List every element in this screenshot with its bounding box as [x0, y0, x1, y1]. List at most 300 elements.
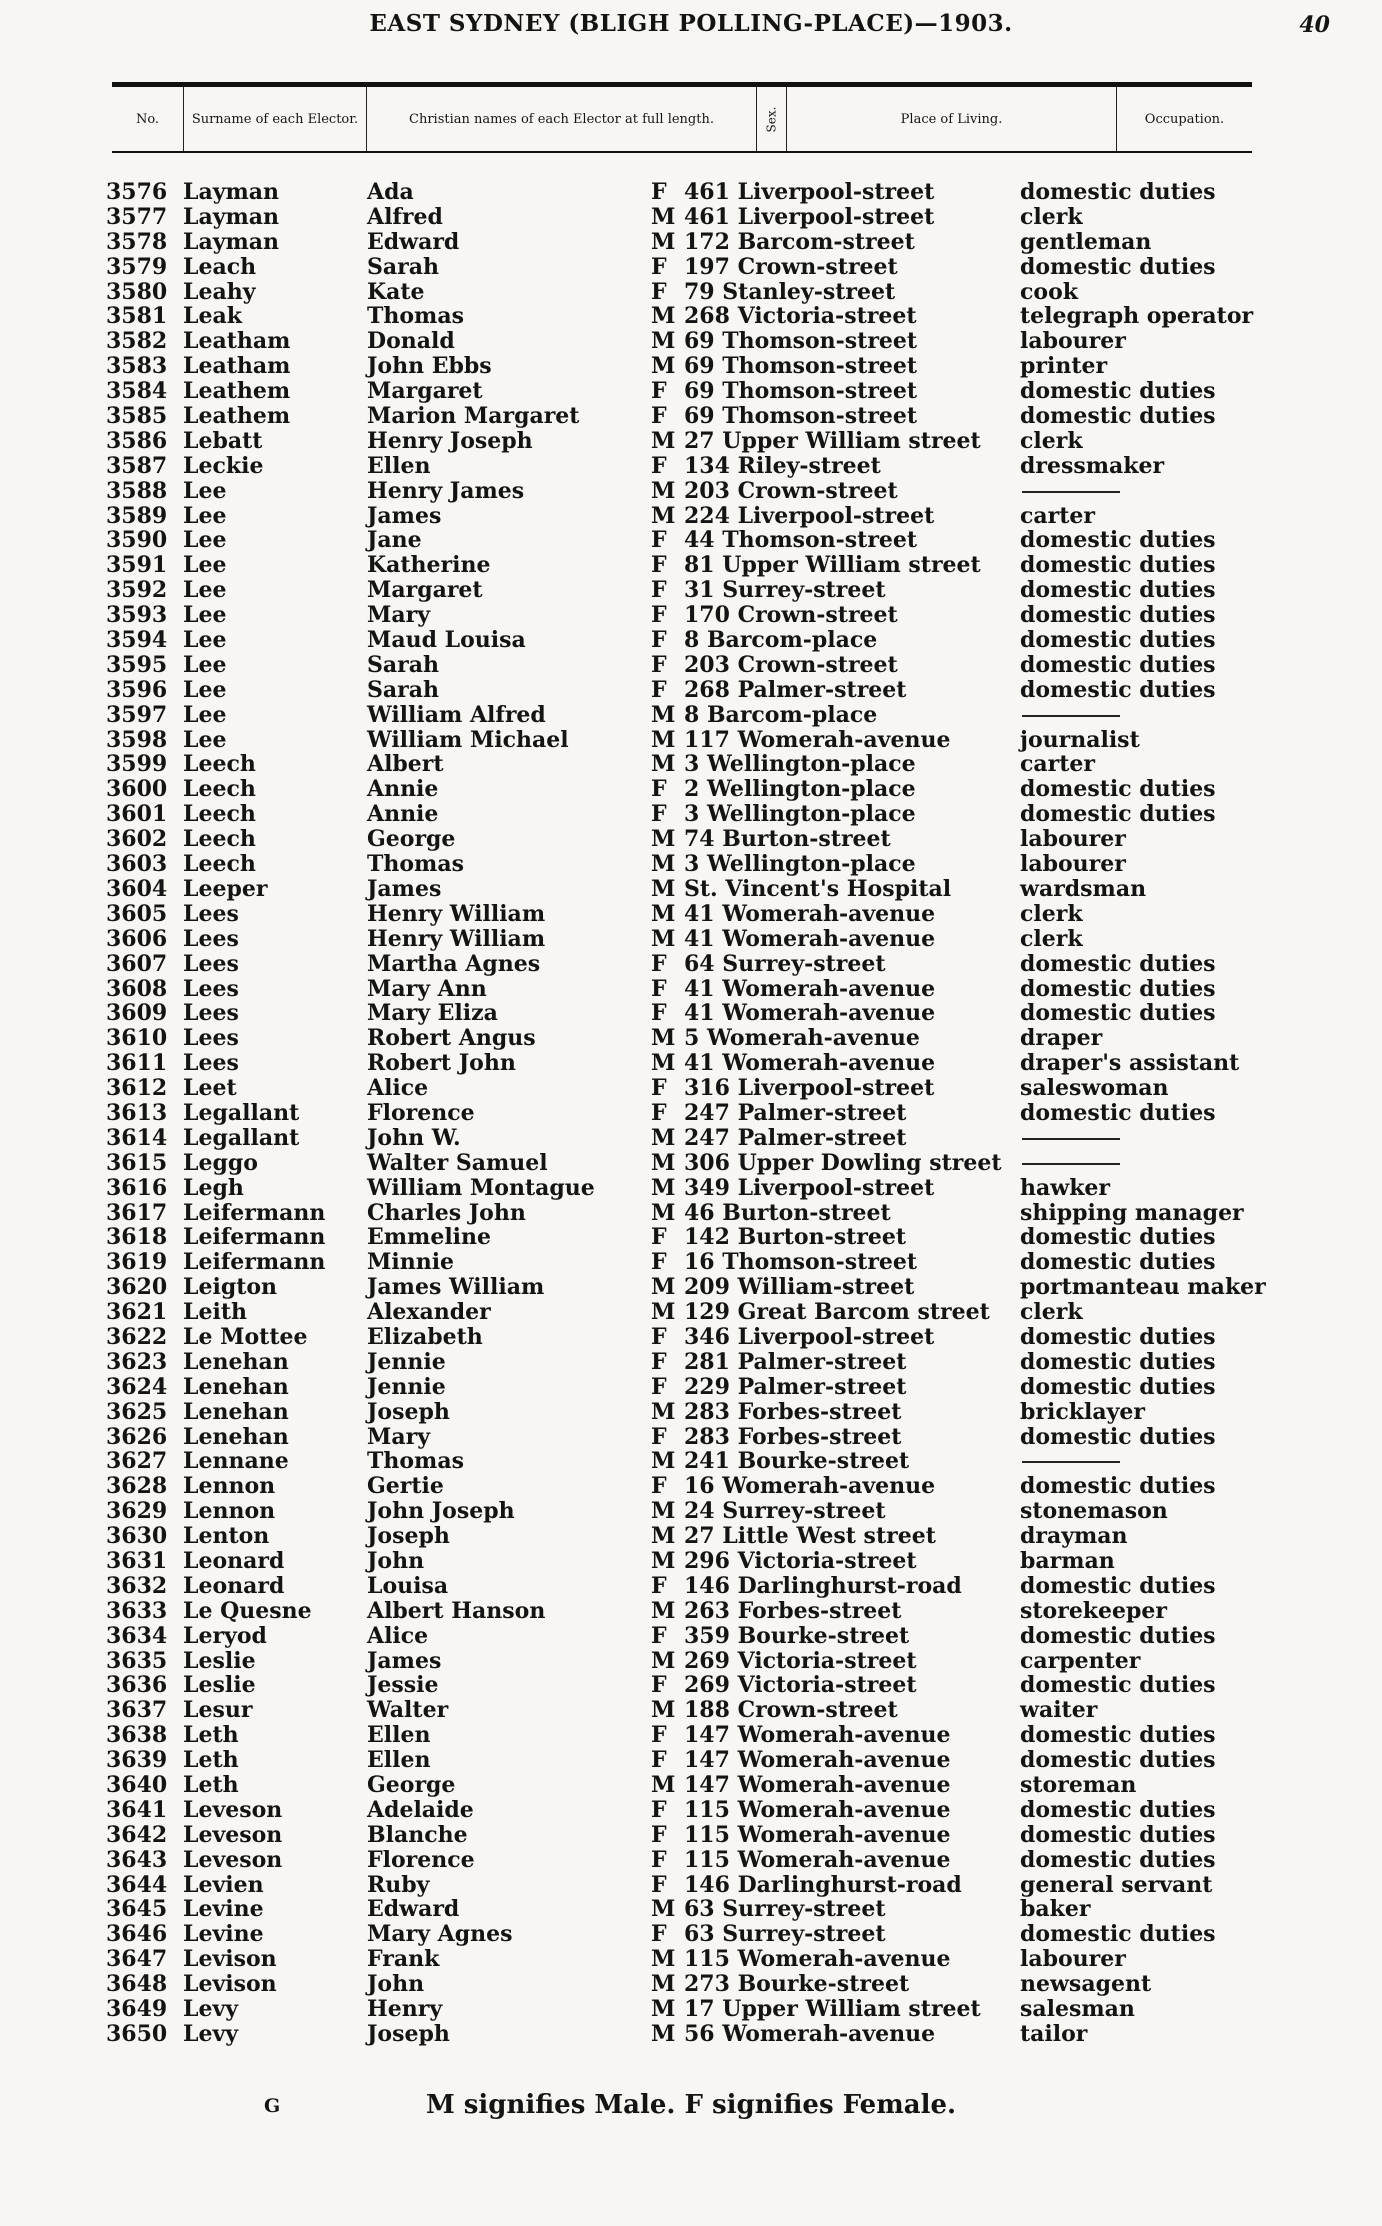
- elector-number: 3648: [106, 1971, 168, 1998]
- table-row: [0, 752, 1382, 777]
- elector-sex: M: [651, 1597, 676, 1624]
- elector-number: 3627: [106, 1448, 168, 1475]
- elector-number: 3644: [106, 1871, 168, 1898]
- table-row: [0, 479, 1382, 504]
- elector-place-of-living: 17 Upper William street: [684, 1996, 981, 2023]
- elector-christian-names: Frank: [367, 1946, 440, 1973]
- table-row: [0, 230, 1382, 255]
- elector-sex: M: [651, 925, 676, 952]
- elector-sex: F: [651, 801, 667, 828]
- table-row: [0, 1001, 1382, 1026]
- elector-number: 3579: [106, 253, 168, 280]
- elector-surname: Lees: [183, 900, 239, 927]
- elector-number: 3620: [106, 1274, 168, 1301]
- elector-occupation: saleswoman: [1020, 1075, 1169, 1102]
- elector-christian-names: Katherine: [367, 552, 491, 579]
- elector-surname: Lee: [183, 477, 227, 504]
- elector-surname: Leigton: [183, 1274, 278, 1301]
- elector-christian-names: Sarah: [367, 651, 439, 678]
- elector-surname: Lee: [183, 502, 227, 529]
- elector-number: 3634: [106, 1622, 168, 1649]
- elector-christian-names: Jennie: [367, 1373, 446, 1400]
- elector-surname: Leveson: [183, 1846, 283, 1873]
- elector-place-of-living: 31 Surrey-street: [684, 577, 886, 604]
- elector-sex: F: [651, 1672, 667, 1699]
- elector-place-of-living: 64 Surrey-street: [684, 950, 886, 977]
- elector-occupation: domestic duties: [1020, 1373, 1216, 1400]
- elector-sex: M: [651, 328, 676, 355]
- elector-surname: Leeper: [183, 875, 268, 902]
- elector-christian-names: Martha Agnes: [367, 950, 541, 977]
- table-row: [0, 1624, 1382, 1649]
- elector-place-of-living: 170 Crown-street: [684, 602, 898, 629]
- elector-surname: Leth: [183, 1772, 239, 1798]
- elector-place-of-living: 3 Wellington-place: [684, 851, 916, 878]
- elector-occupation: labourer: [1020, 1946, 1126, 1973]
- table-row: [0, 1449, 1382, 1474]
- elector-occupation: draper's assistant: [1020, 1050, 1240, 1077]
- elector-place-of-living: 263 Forbes-street: [684, 1597, 902, 1624]
- elector-number: 3580: [106, 278, 168, 305]
- elector-christian-names: Henry William: [367, 900, 546, 927]
- elector-place-of-living: 16 Thomson-street: [684, 1249, 918, 1276]
- elector-christian-names: Ellen: [367, 452, 431, 479]
- elector-surname: Le Mottee: [183, 1323, 308, 1350]
- elector-place-of-living: 16 Womerah-avenue: [684, 1473, 936, 1500]
- elector-number: 3592: [106, 577, 168, 604]
- elector-sex: F: [651, 253, 667, 280]
- elector-surname: Levine: [183, 1921, 264, 1948]
- elector-place-of-living: 41 Womerah-avenue: [684, 1000, 936, 1027]
- elector-number: 3597: [106, 701, 168, 728]
- table-row: [0, 977, 1382, 1002]
- elector-occupation: shipping manager: [1020, 1199, 1244, 1226]
- table-row: [0, 404, 1382, 429]
- elector-sex: F: [651, 676, 667, 703]
- elector-number: 3647: [106, 1946, 168, 1973]
- elector-number: 3589: [106, 502, 168, 529]
- elector-surname: Leifermann: [183, 1199, 326, 1226]
- elector-sex: F: [651, 975, 667, 1002]
- elector-sex: M: [651, 1274, 676, 1301]
- elector-christian-names: Mary Ann: [367, 975, 487, 1002]
- elector-christian-names: William Michael: [367, 726, 569, 753]
- table-row: [0, 578, 1382, 603]
- elector-surname: Lenehan: [183, 1373, 289, 1400]
- column-header-christian: Christian names of each Elector at full length.: [367, 87, 757, 151]
- elector-occupation: wardsman: [1020, 875, 1147, 902]
- elector-occupation: domestic duties: [1020, 1672, 1216, 1699]
- elector-christian-names: John: [367, 1547, 425, 1574]
- elector-sex: F: [651, 1323, 667, 1350]
- elector-occupation: cook: [1020, 278, 1078, 305]
- elector-number: 3601: [106, 801, 168, 828]
- elector-surname: Leith: [183, 1299, 247, 1326]
- elector-place-of-living: 203 Crown-street: [684, 477, 898, 504]
- elector-surname: Leifermann: [183, 1249, 326, 1276]
- table-row: [0, 379, 1382, 404]
- table-row: [0, 902, 1382, 927]
- table-row: [0, 1101, 1382, 1126]
- table-row: [0, 1673, 1382, 1698]
- elector-surname: Leathem: [183, 403, 291, 430]
- elector-sex: M: [651, 1398, 676, 1425]
- elector-occupation: domestic duties: [1020, 1796, 1216, 1823]
- elector-number: 3646: [106, 1921, 168, 1948]
- elector-christian-names: Albert: [367, 751, 444, 778]
- elector-list: [0, 180, 1382, 2047]
- elector-occupation: domestic duties: [1020, 801, 1216, 828]
- elector-christian-names: Maud Louisa: [367, 627, 526, 654]
- sex-legend: M signifies Male. F signifies Female.: [425, 2090, 957, 2120]
- table-row: [0, 553, 1382, 578]
- column-header-sex-label: Sex.: [764, 106, 778, 132]
- elector-occupation: domestic duties: [1020, 1572, 1216, 1599]
- elector-sex: M: [651, 502, 676, 529]
- elector-occupation: domestic duties: [1020, 602, 1216, 629]
- elector-place-of-living: 3 Wellington-place: [684, 751, 916, 778]
- elector-occupation: domestic duties: [1020, 1323, 1216, 1350]
- table-row: [0, 603, 1382, 628]
- elector-christian-names: Adelaide: [367, 1796, 474, 1823]
- elector-place-of-living: 142 Burton-street: [684, 1224, 907, 1251]
- elector-surname: Levy: [183, 1996, 239, 2023]
- elector-christian-names: Mary: [367, 602, 430, 629]
- elector-sex: F: [651, 1099, 667, 1126]
- elector-place-of-living: 41 Womerah-avenue: [684, 1050, 936, 1077]
- elector-place-of-living: 115 Womerah-avenue: [684, 1946, 951, 1973]
- elector-occupation: clerk: [1020, 427, 1083, 454]
- elector-surname: Leonard: [183, 1547, 285, 1574]
- elector-place-of-living: 172 Barcom-street: [684, 228, 915, 255]
- elector-place-of-living: 44 Thomson-street: [684, 527, 918, 554]
- table-row: [0, 304, 1382, 329]
- table-row: [0, 1748, 1382, 1773]
- elector-occupation: domestic duties: [1020, 1622, 1216, 1649]
- table-row: [0, 1026, 1382, 1051]
- page-title: EAST SYDNEY (BLIGH POLLING-PLACE)—1903.: [369, 10, 1013, 37]
- elector-christian-names: Ellen: [367, 1722, 431, 1749]
- elector-occupation: stonemason: [1020, 1498, 1168, 1525]
- table-row: [0, 504, 1382, 529]
- elector-surname: Leach: [183, 253, 257, 280]
- elector-christian-names: William Alfred: [367, 701, 546, 728]
- elector-place-of-living: 197 Crown-street: [684, 253, 898, 280]
- elector-occupation: domestic duties: [1020, 552, 1216, 579]
- elector-christian-names: Edward: [367, 1896, 460, 1923]
- table-row: [0, 1599, 1382, 1624]
- elector-number: 3617: [106, 1199, 168, 1226]
- elector-number: 3599: [106, 751, 168, 778]
- elector-christian-names: James: [367, 1647, 442, 1674]
- elector-surname: Leatham: [183, 328, 291, 355]
- elector-occupation: carpenter: [1020, 1647, 1141, 1674]
- elector-place-of-living: 346 Liverpool-street: [684, 1323, 935, 1350]
- elector-surname: Lee: [183, 676, 227, 703]
- elector-christian-names: John Ebbs: [367, 353, 492, 380]
- elector-number: 3608: [106, 975, 168, 1002]
- elector-occupation: domestic duties: [1020, 627, 1216, 654]
- table-row: [0, 454, 1382, 479]
- elector-christian-names: Marion Margaret: [367, 403, 580, 430]
- table-row: [0, 1076, 1382, 1101]
- elector-place-of-living: 129 Great Barcom street: [684, 1299, 990, 1326]
- elector-occupation: draper: [1020, 1025, 1103, 1052]
- table-row: [0, 1250, 1382, 1275]
- elector-number: 3591: [106, 552, 168, 579]
- table-row: [0, 1972, 1382, 1997]
- occupation-dash-wrap: [1020, 1126, 1120, 1151]
- elector-occupation: carter: [1020, 502, 1095, 529]
- elector-number: 3637: [106, 1697, 168, 1724]
- table-row: [0, 329, 1382, 354]
- elector-occupation: domestic duties: [1020, 1473, 1216, 1500]
- elector-christian-names: Charles John: [367, 1199, 526, 1226]
- occupation-dash-wrap: [1020, 1449, 1120, 1474]
- occupation-blank-dash: [1022, 715, 1120, 717]
- elector-sex: F: [651, 776, 667, 803]
- elector-number: 3638: [106, 1722, 168, 1749]
- elector-place-of-living: 247 Palmer-street: [684, 1124, 907, 1151]
- elector-sex: M: [651, 1299, 676, 1326]
- occupation-blank-dash: [1022, 491, 1120, 493]
- elector-surname: Le Quesne: [183, 1597, 312, 1624]
- elector-number: 3583: [106, 353, 168, 380]
- elector-place-of-living: 359 Bourke-street: [684, 1622, 910, 1649]
- elector-sex: F: [651, 1572, 667, 1599]
- elector-number: 3585: [106, 403, 168, 430]
- elector-number: 3594: [106, 627, 168, 654]
- elector-number: 3643: [106, 1846, 168, 1873]
- elector-occupation: portmanteau maker: [1020, 1274, 1266, 1301]
- elector-occupation: domestic duties: [1020, 1099, 1216, 1126]
- elector-surname: Leth: [183, 1722, 239, 1749]
- elector-sex: M: [651, 1896, 676, 1923]
- elector-sex: F: [651, 1871, 667, 1898]
- elector-place-of-living: 306 Upper Dowling street: [684, 1149, 1002, 1176]
- elector-christian-names: Donald: [367, 328, 455, 355]
- elector-sex: F: [651, 378, 667, 405]
- elector-place-of-living: 273 Bourke-street: [684, 1971, 910, 1998]
- signature-mark: G: [264, 2095, 281, 2117]
- elector-number: 3641: [106, 1796, 168, 1823]
- table-row: [0, 1723, 1382, 1748]
- elector-sex: M: [651, 1946, 676, 1973]
- elector-sex: F: [651, 1000, 667, 1027]
- elector-occupation: gentleman: [1020, 228, 1152, 255]
- elector-christian-names: John Joseph: [367, 1498, 515, 1525]
- elector-sex: F: [651, 950, 667, 977]
- table-row: [0, 1051, 1382, 1076]
- elector-christian-names: Mary Agnes: [367, 1921, 513, 1948]
- elector-number: 3582: [106, 328, 168, 355]
- elector-christian-names: Jane: [367, 527, 422, 554]
- elector-sex: M: [651, 1124, 676, 1151]
- table-row: [0, 1897, 1382, 1922]
- elector-christian-names: Alice: [367, 1622, 429, 1649]
- elector-sex: M: [651, 477, 676, 504]
- elector-place-of-living: 268 Victoria-street: [684, 303, 917, 330]
- elector-sex: F: [651, 1075, 667, 1102]
- elector-place-of-living: 349 Liverpool-street: [684, 1174, 935, 1201]
- elector-place-of-living: 146 Darlinghurst-road: [684, 1572, 962, 1599]
- elector-occupation: domestic duties: [1020, 975, 1216, 1002]
- table-row: [0, 528, 1382, 553]
- elector-sex: M: [651, 1498, 676, 1525]
- elector-number: 3590: [106, 527, 168, 554]
- elector-number: 3598: [106, 726, 168, 753]
- elector-place-of-living: 247 Palmer-street: [684, 1099, 907, 1126]
- elector-place-of-living: 69 Thomson-street: [684, 378, 918, 405]
- elector-place-of-living: 269 Victoria-street: [684, 1647, 917, 1674]
- elector-occupation: clerk: [1020, 900, 1083, 927]
- elector-surname: Levison: [183, 1971, 277, 1998]
- table-row: [0, 1574, 1382, 1599]
- elector-occupation: domestic duties: [1020, 1921, 1216, 1948]
- elector-occupation: domestic duties: [1020, 651, 1216, 678]
- elector-number: 3584: [106, 378, 168, 405]
- elector-sex: M: [651, 701, 676, 728]
- elector-surname: Leet: [183, 1075, 237, 1102]
- elector-place-of-living: 283 Forbes-street: [684, 1398, 902, 1425]
- elector-place-of-living: 146 Darlinghurst-road: [684, 1871, 962, 1898]
- column-header-no: No.: [112, 87, 184, 151]
- elector-number: 3615: [106, 1149, 168, 1176]
- table-row: [0, 1698, 1382, 1723]
- elector-occupation: domestic duties: [1020, 1000, 1216, 1027]
- elector-christian-names: Ellen: [367, 1747, 431, 1774]
- elector-number: 3633: [106, 1597, 168, 1624]
- table-row: [0, 952, 1382, 977]
- table-row: [0, 728, 1382, 753]
- elector-surname: Leslie: [183, 1647, 256, 1674]
- table-row: [0, 1201, 1382, 1226]
- elector-christian-names: Thomas: [367, 303, 464, 330]
- elector-surname: Lee: [183, 726, 227, 753]
- elector-place-of-living: 241 Bourke-street: [684, 1448, 910, 1475]
- elector-sex: F: [651, 627, 667, 654]
- column-header-place: Place of Living.: [787, 87, 1117, 151]
- elector-surname: Lee: [183, 651, 227, 678]
- elector-number: 3628: [106, 1473, 168, 1500]
- elector-place-of-living: 41 Womerah-avenue: [684, 975, 936, 1002]
- table-row: [0, 1151, 1382, 1176]
- elector-surname: Lenehan: [183, 1348, 289, 1375]
- elector-sex: M: [651, 228, 676, 255]
- elector-surname: Leech: [183, 801, 256, 828]
- elector-surname: Lees: [183, 925, 239, 952]
- elector-surname: Lenehan: [183, 1398, 289, 1425]
- elector-place-of-living: 224 Liverpool-street: [684, 502, 935, 529]
- elector-surname: Leonard: [183, 1572, 285, 1599]
- elector-place-of-living: 74 Burton-street: [684, 826, 891, 853]
- elector-number: 3642: [106, 1821, 168, 1848]
- elector-occupation: labourer: [1020, 851, 1126, 878]
- elector-number: 3577: [106, 203, 168, 230]
- table-row: [0, 1126, 1382, 1151]
- elector-occupation: drayman: [1020, 1523, 1128, 1550]
- elector-occupation: domestic duties: [1020, 1846, 1216, 1873]
- elector-occupation: telegraph operator: [1020, 303, 1254, 330]
- elector-christian-names: Blanche: [367, 1821, 468, 1848]
- elector-sex: M: [651, 726, 676, 753]
- elector-christian-names: Joseph: [367, 1523, 450, 1550]
- elector-christian-names: John: [367, 1971, 425, 1998]
- table-row: [0, 180, 1382, 205]
- elector-surname: Levison: [183, 1946, 277, 1973]
- elector-christian-names: John W.: [367, 1124, 461, 1151]
- elector-sex: F: [651, 1747, 667, 1774]
- elector-sex: F: [651, 577, 667, 604]
- table-row: [0, 1947, 1382, 1972]
- table-row: [0, 1873, 1382, 1898]
- elector-surname: Levine: [183, 1896, 264, 1923]
- elector-christian-names: Thomas: [367, 1448, 464, 1475]
- elector-number: 3600: [106, 776, 168, 803]
- elector-surname: Leggo: [183, 1149, 258, 1176]
- elector-occupation: journalist: [1020, 726, 1140, 753]
- elector-christian-names: Edward: [367, 228, 460, 255]
- elector-place-of-living: 41 Womerah-avenue: [684, 925, 936, 952]
- elector-place-of-living: 63 Surrey-street: [684, 1896, 886, 1923]
- elector-number: 3596: [106, 676, 168, 703]
- elector-christian-names: Sarah: [367, 253, 439, 280]
- elector-occupation: domestic duties: [1020, 950, 1216, 977]
- elector-place-of-living: 69 Thomson-street: [684, 328, 918, 355]
- column-header: [112, 87, 1252, 151]
- table-row: [0, 1848, 1382, 1873]
- elector-surname: Lesur: [183, 1697, 253, 1724]
- elector-occupation: domestic duties: [1020, 676, 1216, 703]
- elector-surname: Leahy: [183, 278, 256, 305]
- elector-christian-names: Walter: [367, 1697, 449, 1724]
- column-header-occupation: Occupation.: [1144, 111, 1225, 127]
- elector-place-of-living: 115 Womerah-avenue: [684, 1796, 951, 1823]
- table-row: [0, 1375, 1382, 1400]
- elector-sex: M: [651, 1448, 676, 1475]
- occupation-blank-dash: [1022, 1461, 1120, 1463]
- occupation-dash-wrap: [1020, 703, 1120, 728]
- elector-occupation: domestic duties: [1020, 527, 1216, 554]
- elector-place-of-living: St. Vincent's Hospital: [684, 875, 952, 902]
- elector-sex: M: [651, 751, 676, 778]
- elector-number: 3639: [106, 1747, 168, 1774]
- elector-number: 3605: [106, 900, 168, 927]
- elector-sex: F: [651, 1796, 667, 1823]
- elector-sex: M: [651, 875, 676, 902]
- elector-occupation: domestic duties: [1020, 378, 1216, 405]
- table-row: [0, 1823, 1382, 1848]
- elector-christian-names: Henry James: [367, 477, 525, 504]
- occupation-blank-dash: [1022, 1138, 1120, 1140]
- elector-christian-names: James: [367, 502, 442, 529]
- elector-place-of-living: 296 Victoria-street: [684, 1547, 917, 1574]
- elector-number: 3650: [106, 2020, 168, 2047]
- elector-sex: M: [651, 1199, 676, 1226]
- elector-surname: Leech: [183, 751, 256, 778]
- elector-occupation: tailor: [1020, 2020, 1088, 2047]
- column-header-sex: [757, 87, 787, 151]
- table-row: [0, 628, 1382, 653]
- elector-number: 3623: [106, 1348, 168, 1375]
- column-header-surname: Surname of each Elector.: [184, 87, 367, 151]
- elector-christian-names: Henry: [367, 1996, 443, 2023]
- elector-surname: Layman: [183, 203, 280, 230]
- elector-sex: M: [651, 1996, 676, 2023]
- elector-place-of-living: 69 Thomson-street: [684, 353, 918, 380]
- elector-christian-names: Emmeline: [367, 1224, 492, 1251]
- elector-christian-names: George: [367, 826, 456, 853]
